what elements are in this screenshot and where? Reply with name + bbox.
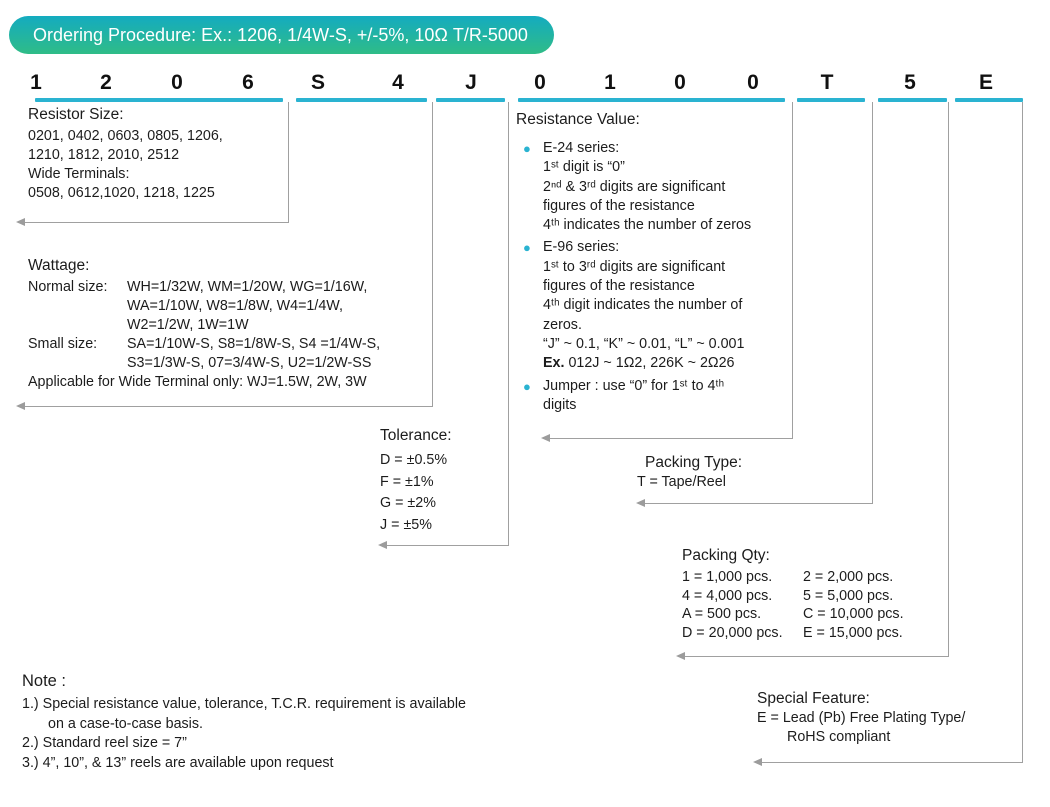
wattage-footer: Applicable for Wide Terminal only: WJ=1.5W, 2W, 3W — [28, 374, 367, 390]
tolerance-item: D = ±0.5% — [380, 452, 448, 468]
packing-qty-cell: C = 10,000 pcs. — [803, 606, 904, 623]
tolerance-section — [380, 427, 452, 536]
special-feature-line: E = Lead (Pb) Free Plating Type/ — [757, 710, 966, 726]
code-char-13: 5 — [904, 71, 916, 94]
underline-packtype-group — [797, 98, 865, 102]
leader-vline-feature — [1022, 102, 1023, 762]
bullet-icon: ● — [523, 378, 531, 394]
bullet-icon: ● — [523, 240, 531, 256]
special-feature-title: Special Feature: — [757, 690, 870, 707]
arrow-left-icon — [16, 402, 25, 410]
note-line: on a case-to-case basis. — [48, 715, 203, 732]
wattage-line: W2=1/2W, 1W=1W — [127, 317, 249, 333]
wattage-small-row — [28, 335, 380, 373]
arrow-left-icon — [541, 434, 550, 442]
e24-line: 2ⁿᵈ & 3ʳᵈ digits are significant — [543, 178, 726, 195]
wattage-normal-label: Normal size: — [28, 279, 108, 295]
note-line: 2.) Standard reel size = 7” — [22, 735, 187, 751]
resistor-size-title: Resistor Size: — [28, 106, 124, 123]
packing-qty-cell: A = 500 pcs. — [682, 606, 762, 623]
special-feature-line: RoHS compliant — [787, 729, 891, 745]
e96-line: 1ˢᵗ to 3ʳᵈ digits are significant — [543, 258, 726, 275]
tolerance-title: Tolerance: — [380, 427, 452, 444]
e96-line: zeros. — [543, 316, 582, 333]
e96-example-line — [543, 354, 798, 373]
code-char-11: 0 — [747, 71, 759, 94]
packing-type-title: Packing Type: — [645, 454, 743, 471]
note-section — [22, 672, 466, 773]
e24-line: 4ᵗʰ indicates the number of zeros — [543, 217, 752, 234]
wattage-section — [28, 257, 380, 392]
code-char-10: 0 — [674, 71, 686, 94]
leader-vline-size — [288, 102, 289, 222]
e96-line: 4ᵗʰ digit indicates the number of — [543, 297, 743, 314]
wattage-line: S3=1/3W-S, 07=3/4W-S, U2=1/2W-SS — [127, 355, 372, 371]
packing-qty-cell: E = 15,000 pcs. — [803, 624, 903, 641]
wattage-line: WA=1/10W, W8=1/8W, W4=1/4W, — [127, 298, 343, 314]
note-line: 3.) 4”, 10”, & 13” reels are available upon request — [22, 754, 334, 771]
e24-line: figures of the resistance — [543, 197, 695, 214]
resistor-size-line: 0201, 0402, 0603, 0805, 1206, — [28, 128, 223, 144]
ordering-procedure-banner: Ordering Procedure: Ex.: 1206, 1/4W-S, +/-5%, 10Ω T/R-5000 — [9, 16, 554, 54]
leader-hline-packqty — [678, 656, 949, 657]
resistor-size-section — [28, 106, 223, 203]
packing-qty-grid — [682, 568, 904, 642]
code-char-8: 0 — [534, 71, 546, 94]
resistor-size-line: 1210, 1812, 2010, 2512 — [28, 147, 180, 163]
wattage-small-label: Small size: — [28, 336, 98, 352]
example-label: Ex. — [543, 355, 565, 372]
bullet-icon: ● — [523, 141, 531, 156]
packing-qty-section — [682, 547, 904, 642]
underline-wattage-group — [296, 98, 427, 102]
leader-hline-packtype — [638, 503, 873, 504]
wattage-small-values — [127, 335, 380, 373]
resistance-e96-item — [516, 238, 798, 373]
resistance-e24-item — [516, 139, 798, 235]
leader-hline-tolerance — [380, 545, 509, 546]
wattage-title: Wattage: — [28, 257, 90, 274]
tolerance-item: F = ±1% — [380, 473, 434, 490]
special-feature-section — [757, 690, 965, 747]
e24-line: 1ˢᵗ digit is “0” — [543, 159, 625, 176]
wattage-normal-values — [127, 278, 367, 335]
code-char-14: E — [978, 71, 993, 94]
code-char-6: 4 — [392, 71, 404, 94]
packing-qty-title: Packing Qty: — [682, 547, 770, 564]
e96-line: figures of the resistance — [543, 278, 695, 295]
e96-line: “J” ~ 0.1, “K” ~ 0.01, “L” ~ 0.001 — [543, 335, 745, 352]
arrow-left-icon — [636, 499, 645, 507]
code-char-4: 6 — [242, 71, 254, 94]
packing-type-section — [637, 454, 742, 492]
packing-qty-cell: 4 = 4,000 pcs. — [682, 587, 773, 604]
code-char-2: 2 — [100, 71, 112, 94]
packing-type-line: T = Tape/Reel — [637, 474, 726, 490]
code-char-3: 0 — [171, 71, 183, 94]
arrow-left-icon — [753, 758, 762, 766]
code-char-12: T — [820, 71, 834, 94]
leader-hline-resistance — [543, 438, 793, 439]
note-line: 1.) Special resistance value, tolerance, T.C.R. requirement is available — [22, 696, 466, 712]
jumper-line: digits — [543, 396, 577, 413]
e24-head: E-24 series: — [543, 140, 620, 156]
e96-head: E-96 series: — [543, 239, 620, 256]
note-title: Note : — [22, 672, 67, 690]
resistance-value-section — [516, 111, 798, 415]
resistance-jumper-item — [516, 377, 798, 416]
underline-size-group — [35, 98, 283, 102]
tolerance-item: G = ±2% — [380, 495, 436, 511]
jumper-line: Jumper : use “0” for 1ˢᵗ to 4ᵗʰ — [543, 377, 725, 394]
arrow-left-icon — [378, 541, 387, 549]
underline-resistance-group — [518, 98, 785, 102]
packing-qty-cell: D = 20,000 pcs. — [682, 624, 783, 641]
code-char-7: J — [465, 71, 477, 94]
wattage-line: WH=1/32W, WM=1/20W, WG=1/16W, — [127, 279, 368, 295]
wattage-line: SA=1/10W-S, S8=1/8W-S, S4 =1/4W-S, — [127, 336, 381, 352]
leader-vline-tolerance — [508, 102, 509, 545]
resistor-size-line: 0508, 0612,1020, 1218, 1225 — [28, 185, 215, 201]
leader-hline-size — [18, 222, 289, 223]
code-char-9: 1 — [604, 71, 616, 94]
leader-vline-packtype — [872, 102, 873, 503]
packing-qty-cell: 1 = 1,000 pcs. — [682, 569, 773, 585]
leader-vline-wattage — [432, 102, 433, 406]
packing-qty-cell: 5 = 5,000 pcs. — [803, 587, 894, 604]
resistance-value-title: Resistance Value: — [516, 111, 640, 128]
leader-vline-packqty — [948, 102, 949, 656]
code-char-5: S — [310, 71, 325, 94]
packing-qty-cell: 2 = 2,000 pcs. — [803, 569, 894, 585]
underline-feature-group — [955, 98, 1023, 102]
underline-packqty-group — [878, 98, 947, 102]
resistor-size-line: Wide Terminals: — [28, 166, 130, 182]
underline-tolerance-group — [436, 98, 505, 102]
leader-hline-wattage — [18, 406, 433, 407]
tolerance-item: J = ±5% — [380, 516, 432, 533]
code-char-1: 1 — [30, 71, 42, 94]
example-text: 012J ~ 1Ω2, 226K ~ 2Ω26 — [564, 355, 735, 372]
arrow-left-icon — [676, 652, 685, 660]
wattage-normal-row — [28, 278, 380, 335]
arrow-left-icon — [16, 218, 25, 226]
leader-hline-feature — [755, 762, 1023, 763]
